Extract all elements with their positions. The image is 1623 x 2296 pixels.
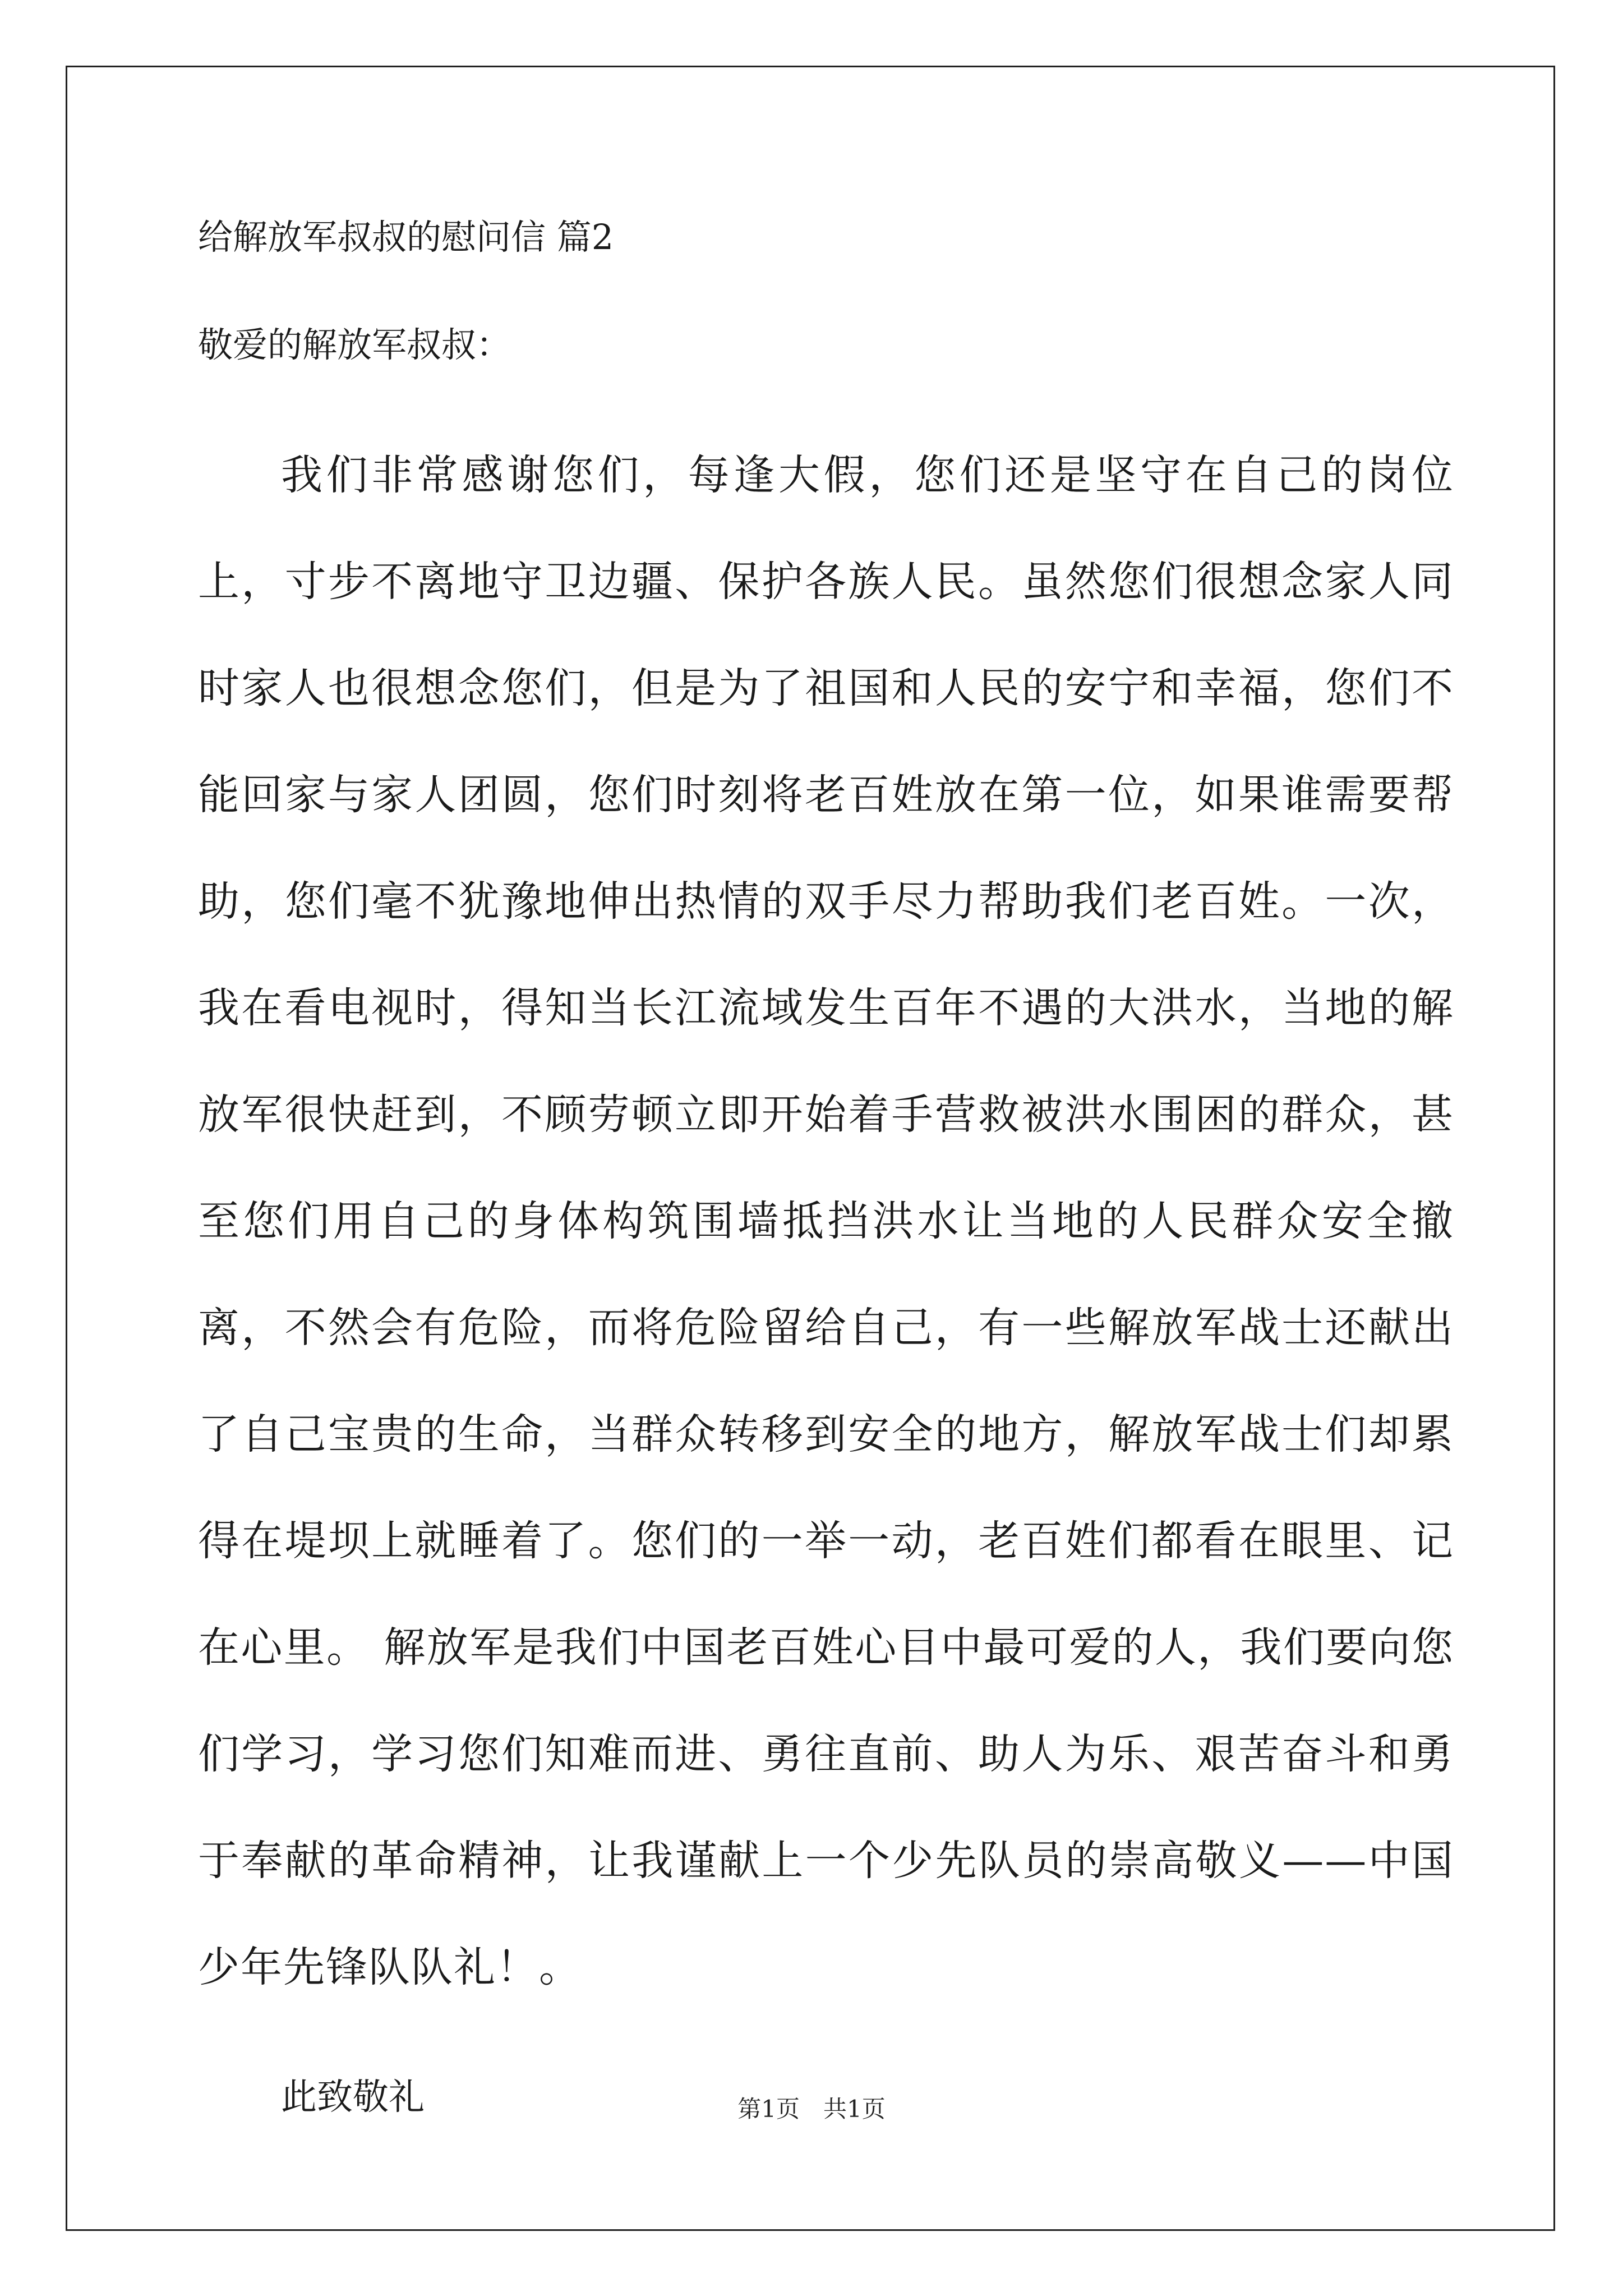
salutation: 敬爱的解放军叔叔： [198, 324, 511, 365]
letter-content [198, 208, 1454, 2127]
page-footer: 第1页 共1页 [737, 2095, 886, 2123]
body-paragraph: 我们非常感谢您们，每逢大假，您们还是坚守在自己的岗位上，寸步不离地守卫边疆、保护各族人民。虽然您们很想念家人同时家人也很想念您们，但是为了祖国和人民的安宁和幸福，您们不能回家与家人团圆，您们时刻将老百姓放在第一位，如果谁需要帮助，您们毫不犹豫地伸出热情的双手尽力帮助我们老百姓。一次，我在看电视时，得知当长江流域发生百年不遇的大洪水，当地的解放军很快赶到，不顾劳顿立即开始着手营救被洪水围困的群众，甚至您们用自己的身体构筑围墙抵挡洪水让当地的人民群众安全撤离，不然会有危险，而将危险留给自己，有一些解放军战士还献出了自己宝贵的生命，当群众转移到安全的地方，解放军战士们却累得在堤坝上就睡着了。您们的一举一动，老百姓们都看在眼里、记在心里。 解放军是我们中国老百姓心目中最可爱的人，我们要向您们学习，学习您们知难而进、勇往直前、助人为乐、艰苦奋斗和勇于奉献的革命精神，让我谨献上一个少先队员的崇高敬义——中国少年先锋队队礼！。 [198, 451, 1454, 1991]
document-title: 给解放军叔叔的慰问信 篇2 [198, 217, 614, 257]
closing: 此致敬礼 [281, 2077, 425, 2118]
